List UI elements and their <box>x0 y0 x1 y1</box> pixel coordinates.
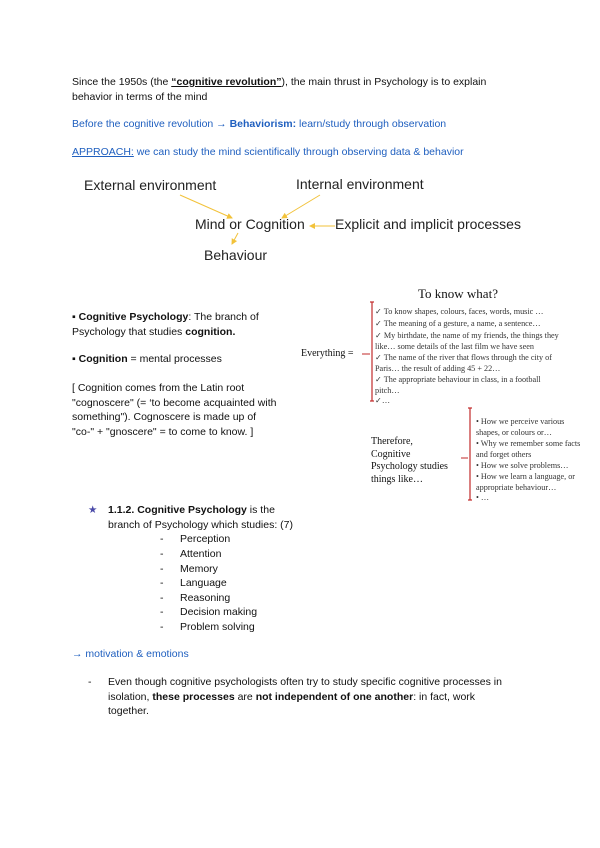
section-line-1 <box>88 503 338 518</box>
approach-line <box>72 145 464 160</box>
final-line-1: - Even though cognitive psychologists often try to study specific cognitive processes in <box>88 676 502 688</box>
studies-item: • How we solve problems… <box>476 461 569 470</box>
study-item-label: Perception <box>180 533 231 545</box>
know-item: pitch… <box>375 386 400 395</box>
arrow-internal-to-mind <box>282 195 320 218</box>
studies-item: • … <box>476 493 490 502</box>
know-item: ✓ To know shapes, colours, faces, words, music … <box>375 307 544 316</box>
final-dash: - <box>88 676 92 688</box>
everything-label: Everything = <box>301 348 354 359</box>
study-item: - Reasoning <box>160 592 231 604</box>
cognition-definition: ▪ Cognition = mental processes <box>72 353 222 365</box>
studies-item: • Why we remember some facts <box>476 439 581 448</box>
study-item-label: Language <box>180 577 227 589</box>
know-item: Paris… the result of adding 45 + 22… <box>375 364 501 373</box>
to-know-what-title: To know what? <box>418 286 498 301</box>
studies-item: and forget others <box>476 450 532 459</box>
behaviorism-post: learn/study through observation <box>296 118 447 130</box>
latin-line-4: "co-" + "gnoscere" = to come to know. ] <box>72 425 254 438</box>
star-icon: ★ <box>88 504 98 516</box>
intro-pre: Since the 1950s (the <box>72 76 172 88</box>
final-line-2: isolation, these processes are not independent of one another: in fact, work <box>108 690 476 703</box>
approach-text: we can study the mind scientifically through observing data & behavior <box>133 146 464 158</box>
behaviour-label: Behaviour <box>204 247 268 263</box>
cognitive-psychology-definition <box>72 310 292 339</box>
study-item: - Attention <box>160 548 222 560</box>
mind-cognition-label: Mind or Cognition <box>195 216 305 232</box>
know-item: like… some details of the last film we have seen <box>375 342 534 351</box>
latin-line-1: [ Cognition comes from the Latin root <box>72 382 245 394</box>
internal-environment-label: Internal environment <box>296 176 424 192</box>
behaviorism-term: Behaviorism: <box>229 118 297 130</box>
therefore-line: things like… <box>371 473 423 485</box>
study-item: - Problem solving <box>160 621 255 633</box>
cog-psych-text-2: Psychology that studies <box>72 325 186 338</box>
therefore-line: Therefore, <box>371 436 413 447</box>
arrow-external-to-mind <box>180 195 232 218</box>
cognition-diagram <box>0 170 600 270</box>
study-item-label: Decision making <box>180 606 258 618</box>
section-text-1: is the <box>246 504 275 516</box>
study-item: - Decision making <box>160 606 258 618</box>
processes-label: Explicit and implicit processes <box>335 216 521 232</box>
external-environment-label: External environment <box>84 177 217 193</box>
study-item-label: Problem solving <box>180 621 255 633</box>
therefore-text <box>371 436 448 486</box>
therefore-line: Psychology studies <box>371 461 448 472</box>
approach-label: APPROACH: <box>72 146 134 158</box>
cog-psych-text-1: : The branch of <box>188 311 259 323</box>
section-title: Cognitive Psychology <box>137 504 247 516</box>
section-text-2: branch of Psychology which studies: (7) <box>108 518 294 531</box>
study-item-label: Reasoning <box>180 592 231 604</box>
arrow-mind-to-behaviour <box>232 233 238 244</box>
study-item: - Perception <box>160 533 231 545</box>
latin-line-2: "cognoscere" (= ‘to become acquainted with <box>72 396 277 409</box>
studies-item: shapes, or colours or… <box>476 428 552 437</box>
know-item: ✓ My birthdate, the name of my friends, the things they <box>375 331 559 340</box>
studies-item: appropriate behaviour… <box>476 483 557 492</box>
to-know-what-image <box>298 286 598 506</box>
latin-note <box>72 381 302 439</box>
cognition-term: Cognition <box>78 353 128 365</box>
know-item: ✓ The appropriate behaviour in class, in a football <box>375 375 541 384</box>
study-item-label: Attention <box>180 548 222 560</box>
behaviorism-pre: Before the cognitive revolution → <box>72 118 230 130</box>
intro-paragraph <box>72 75 542 104</box>
know-item: ✓ The meaning of a gesture, a name, a sentence… <box>375 319 541 328</box>
know-item: ✓ The name of the river that flows through the city of <box>375 353 553 362</box>
motivation-emotions-note: → motivation & emotions <box>72 648 189 660</box>
section-1-1-2 <box>88 503 338 532</box>
def-line-1: ▪ Cognitive Psychology: The branch of <box>72 311 259 323</box>
study-item-label: Memory <box>180 563 218 575</box>
final-paragraph <box>88 675 538 719</box>
behaviorism-line <box>72 117 446 132</box>
section-number: 1.1.2. <box>108 504 135 516</box>
cognition-text: = mental processes <box>127 353 222 365</box>
def-line-2 <box>72 325 292 340</box>
latin-line-3: something"). Cognoscere is made up of <box>72 411 257 423</box>
cognition-word: cognition. <box>185 325 236 338</box>
therefore-line: Cognitive <box>371 448 411 460</box>
studies-item: • How we learn a language, or <box>476 472 576 481</box>
cog-psych-term: Cognitive Psychology <box>78 311 189 323</box>
study-item: - Language <box>160 577 227 589</box>
cognitive-revolution-term: “cognitive revolution” <box>171 76 282 88</box>
intro-line-1 <box>72 75 542 90</box>
know-item: ✓… <box>375 396 391 405</box>
intro-post: ), the main thrust in Psychology is to explain <box>281 76 487 88</box>
final-line-3: together. <box>108 705 149 717</box>
study-item: - Memory <box>160 563 218 575</box>
studies-item: • How we perceive various <box>476 417 565 426</box>
intro-line-2: behavior in terms of the mind <box>72 90 208 103</box>
